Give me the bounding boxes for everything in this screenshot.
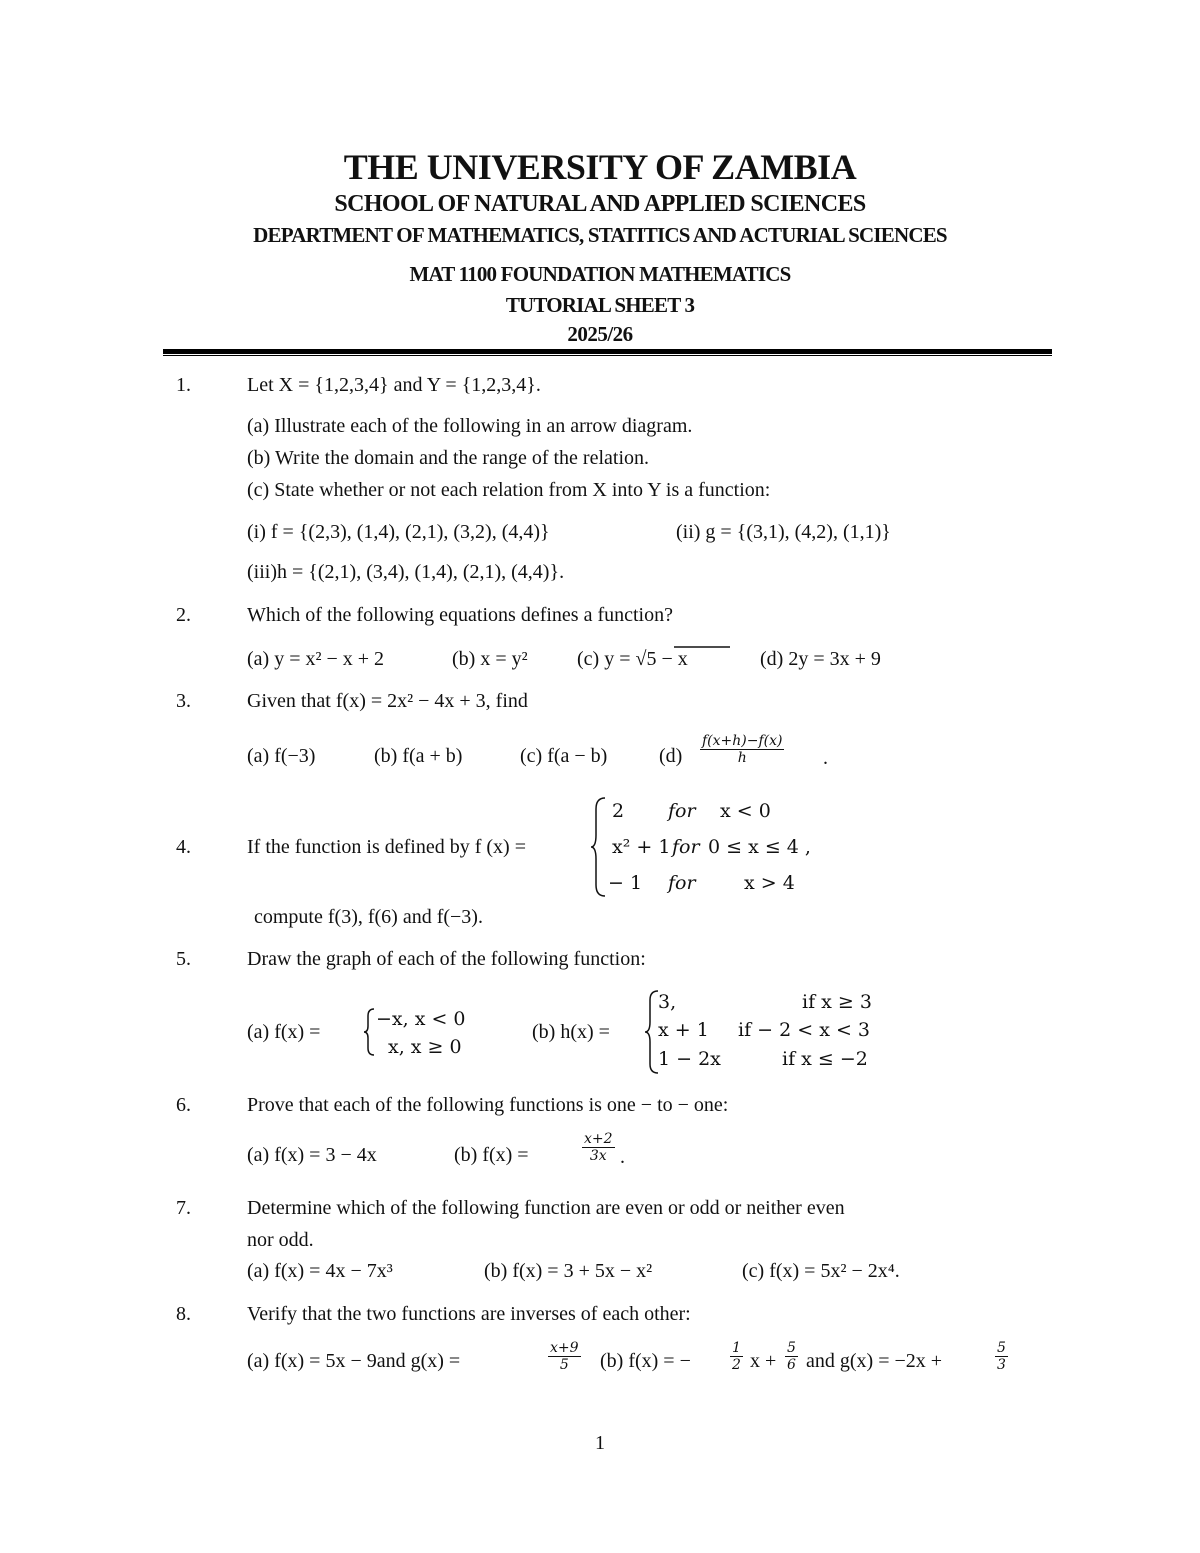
fraction-numerator: 5 xyxy=(787,1340,796,1356)
piece-case: −x, x < 0 xyxy=(376,1008,466,1030)
piece-value: x² + 1 xyxy=(612,836,671,858)
question-part: (a) f(x) = 4x − 7x³ xyxy=(247,1260,393,1282)
question-part: (b) f(x) = xyxy=(454,1144,529,1166)
piece-case: x, x ≥ 0 xyxy=(388,1036,462,1058)
sheet-title: TUTORIAL SHEET 3 xyxy=(505,293,695,317)
piece-value: 3, xyxy=(658,991,677,1013)
question-number: 2. xyxy=(176,604,191,626)
fraction-numerator: f(x+h)−f(x) xyxy=(702,733,783,749)
question-part: (b) Write the domain and the range of the relation. xyxy=(247,447,650,469)
piece-value: 1 − 2x xyxy=(658,1048,721,1070)
punctuation: . xyxy=(823,747,828,769)
question-part: (a) f(x) = xyxy=(247,1021,321,1043)
piece-condition: if − 2 < x < 3 xyxy=(738,1019,870,1041)
question-part: (c) f(a − b) xyxy=(520,745,608,767)
fraction-denominator: 5 xyxy=(559,1357,569,1373)
difference-quotient xyxy=(700,733,784,766)
question-text: Prove that each of the following functions is one − to − one: xyxy=(247,1094,729,1116)
question-number: 8. xyxy=(176,1303,191,1325)
question-part: (d) 2y = 3x + 9 xyxy=(760,648,881,670)
question-part: (b) f(a + b) xyxy=(374,745,463,767)
question-number: 4. xyxy=(176,836,191,858)
question-part: (a) y = x² − x + 2 xyxy=(247,648,385,670)
page-number: 1 xyxy=(595,1432,605,1454)
question-number: 6. xyxy=(176,1094,191,1116)
question-number: 3. xyxy=(176,690,191,712)
header-rule xyxy=(163,349,1052,354)
piece-condition: 0 ≤ x ≤ 4 , xyxy=(708,836,811,858)
question-text: Let X = {1,2,3,4} and Y = {1,2,3,4}. xyxy=(247,374,541,396)
question-number: 5. xyxy=(176,948,191,970)
fraction-five-thirds xyxy=(995,1340,1008,1373)
question-part: (b) h(x) = xyxy=(532,1021,610,1043)
question-text: Draw the graph of each of the following function: xyxy=(247,948,646,970)
rational-fraction xyxy=(548,1340,581,1373)
question-part: (a) f(x) = 5x − 9and g(x) = xyxy=(247,1350,461,1372)
question-text: If the function is defined by f (x) = xyxy=(247,836,526,858)
piece-for xyxy=(668,800,696,822)
for-label: for xyxy=(668,872,696,894)
question-part: (a) Illustrate each of the following in an arrow diagram. xyxy=(247,415,693,437)
piece-value: − 1 xyxy=(608,872,643,894)
question-text: Determine which of the following function are even or odd or neither even xyxy=(247,1197,845,1219)
question-part: compute f(3), f(6) and f(−3). xyxy=(254,906,483,928)
department-title: DEPARTMENT OF MATHEMATICS, STATITICS AND ACTURIAL SCIENCES xyxy=(253,223,947,247)
radical-bar xyxy=(672,645,732,651)
fraction-one-half xyxy=(730,1340,743,1373)
piecewise-brace xyxy=(362,1006,376,1058)
question-part: (c) State whether or not each relation from X into Y is a function: xyxy=(247,479,771,501)
university-title: THE UNIVERSITY OF ZAMBIA xyxy=(343,147,857,187)
piece-for xyxy=(668,872,696,894)
question-part: (a) f(−3) xyxy=(247,745,316,767)
question-part: (b) f(x) = 3 + 5x − x² xyxy=(484,1260,653,1282)
piece-condition: x < 0 xyxy=(720,800,771,822)
piece-condition: if x ≤ −2 xyxy=(782,1048,868,1070)
question-text: nor odd. xyxy=(247,1229,314,1251)
question-part: (a) f(x) = 3 − 4x xyxy=(247,1144,377,1166)
for-label: for xyxy=(672,836,700,858)
piece-value: x + 1 xyxy=(658,1019,709,1041)
question-text: Given that f(x) = 2x² − 4x + 3, find xyxy=(247,690,528,712)
question-part: (iii)h = {(2,1), (3,4), (1,4), (2,1), (4,4)}. xyxy=(247,561,565,583)
question-part: (ii) g = {(3,1), (4,2), (1,1)} xyxy=(676,521,891,543)
piece-value: 2 xyxy=(612,800,625,822)
school-title: SCHOOL OF NATURAL AND APPLIED SCIENCES xyxy=(334,191,866,217)
rational-fraction xyxy=(582,1131,615,1164)
fraction-denominator: 3x xyxy=(589,1148,607,1164)
piece-condition: if x ≥ 3 xyxy=(802,991,872,1013)
for-label: for xyxy=(668,800,696,822)
question-part: (i) f = {(2,3), (1,4), (2,1), (3,2), (4,4)} xyxy=(247,521,550,543)
question-text: Which of the following equations defines a function? xyxy=(247,604,673,626)
piecewise-brace xyxy=(590,795,608,899)
question-part: (d) xyxy=(659,745,683,767)
academic-year: 2025/26 xyxy=(567,322,633,346)
fraction-denominator: 3 xyxy=(997,1357,1006,1373)
fraction-denominator: h xyxy=(737,750,747,766)
question-part: (b) x = y² xyxy=(452,648,528,670)
header-rule-thin xyxy=(163,355,1052,356)
course-title: MAT 1100 FOUNDATION MATHEMATICS xyxy=(409,262,791,286)
fraction-numerator: 5 xyxy=(997,1340,1006,1356)
fraction-numerator: 1 xyxy=(732,1340,741,1356)
question-text: Verify that the two functions are inverses of each other: xyxy=(247,1303,691,1325)
fraction-numerator: x+9 xyxy=(550,1340,579,1356)
fraction-denominator: 6 xyxy=(787,1357,796,1373)
math-term: x + xyxy=(750,1350,777,1372)
question-part: (c) f(x) = 5x² − 2x⁴. xyxy=(742,1260,900,1282)
fraction-five-sixths xyxy=(785,1340,798,1373)
punctuation: . xyxy=(620,1146,625,1168)
question-number: 1. xyxy=(176,374,191,396)
fraction-numerator: x+2 xyxy=(584,1131,613,1147)
question-part: (c) y = √5 − x xyxy=(577,648,688,670)
fraction-denominator: 2 xyxy=(732,1357,741,1373)
piece-for xyxy=(672,836,700,858)
question-part: (b) f(x) = − xyxy=(600,1350,691,1372)
piece-condition: x > 4 xyxy=(744,872,795,894)
question-part: and g(x) = −2x + xyxy=(806,1350,943,1372)
question-number: 7. xyxy=(176,1197,191,1219)
